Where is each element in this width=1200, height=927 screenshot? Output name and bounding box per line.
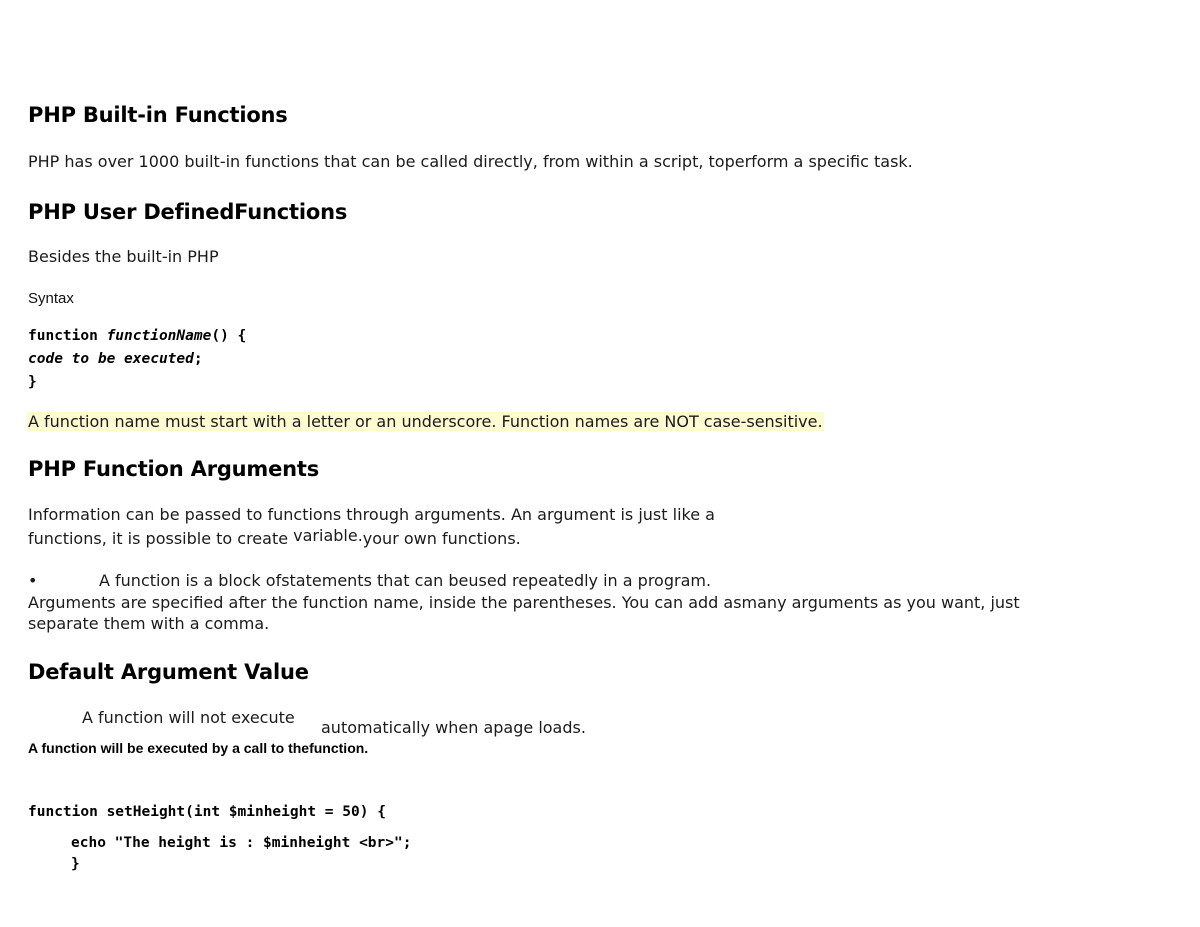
arguments-line-2-part-a: functions, it is possible to create xyxy=(28,529,294,548)
bullet-text: A function is a block ofstatements that can beused repeatedly in a program. xyxy=(99,571,712,590)
arguments-line-1: Information can be passed to functions through arguments. An argument is just like a xyxy=(28,505,715,524)
builtin-description: PHP has over 1000 built-in functions that can be called directly, from within a script, toperform a specific task. xyxy=(28,152,913,171)
heading-default-argument-value: Default Argument Value xyxy=(28,660,309,684)
default-bold-note: A function will be executed by a call to thefunction. xyxy=(28,740,369,756)
heading-user-defined-functions: PHP User DefinedFunctions xyxy=(28,200,348,224)
user-defined-description: Besides the built-in PHP xyxy=(28,247,219,266)
arguments-paragraph-line-2: separate them with a comma. xyxy=(28,614,270,633)
example-code-line-3: } xyxy=(71,856,80,872)
default-text-part-a: A function will not execute xyxy=(82,708,295,727)
arguments-line-2-part-b: variable. xyxy=(293,526,363,545)
syntax-code-line-3: } xyxy=(28,374,37,390)
syntax-label: Syntax xyxy=(28,290,74,307)
heading-builtin-functions: PHP Built-in Functions xyxy=(28,103,288,127)
arguments-line-2-part-c: your own functions. xyxy=(362,529,521,548)
bullet-symbol: • xyxy=(28,571,38,590)
arguments-paragraph-line-1: Arguments are specified after the function name, inside the parentheses. You can add asmany arguments as you want, just xyxy=(28,593,1020,612)
example-code-line-2: echo "The height is : $minheight <br>"; xyxy=(71,835,412,851)
code-body: code to be executed xyxy=(28,351,194,367)
syntax-code-line-2 xyxy=(28,348,246,371)
default-text-part-b: automatically when apage loads. xyxy=(321,718,586,737)
arguments-line-2 xyxy=(28,526,521,549)
heading-function-arguments: PHP Function Arguments xyxy=(28,457,320,481)
example-code-line-1: function setHeight(int $minheight = 50) { xyxy=(28,804,386,820)
highlighted-note: A function name must start with a letter or an underscore. Function names are NOT case-sensitive. xyxy=(28,412,823,431)
code-keyword: function xyxy=(28,328,107,344)
code-parens: () { xyxy=(211,328,247,344)
function-name-note xyxy=(27,412,824,432)
syntax-code-block xyxy=(28,325,246,394)
syntax-code-line-1 xyxy=(28,325,246,348)
code-semicolon: ; xyxy=(193,351,203,367)
code-function-name: functionName xyxy=(106,328,212,344)
